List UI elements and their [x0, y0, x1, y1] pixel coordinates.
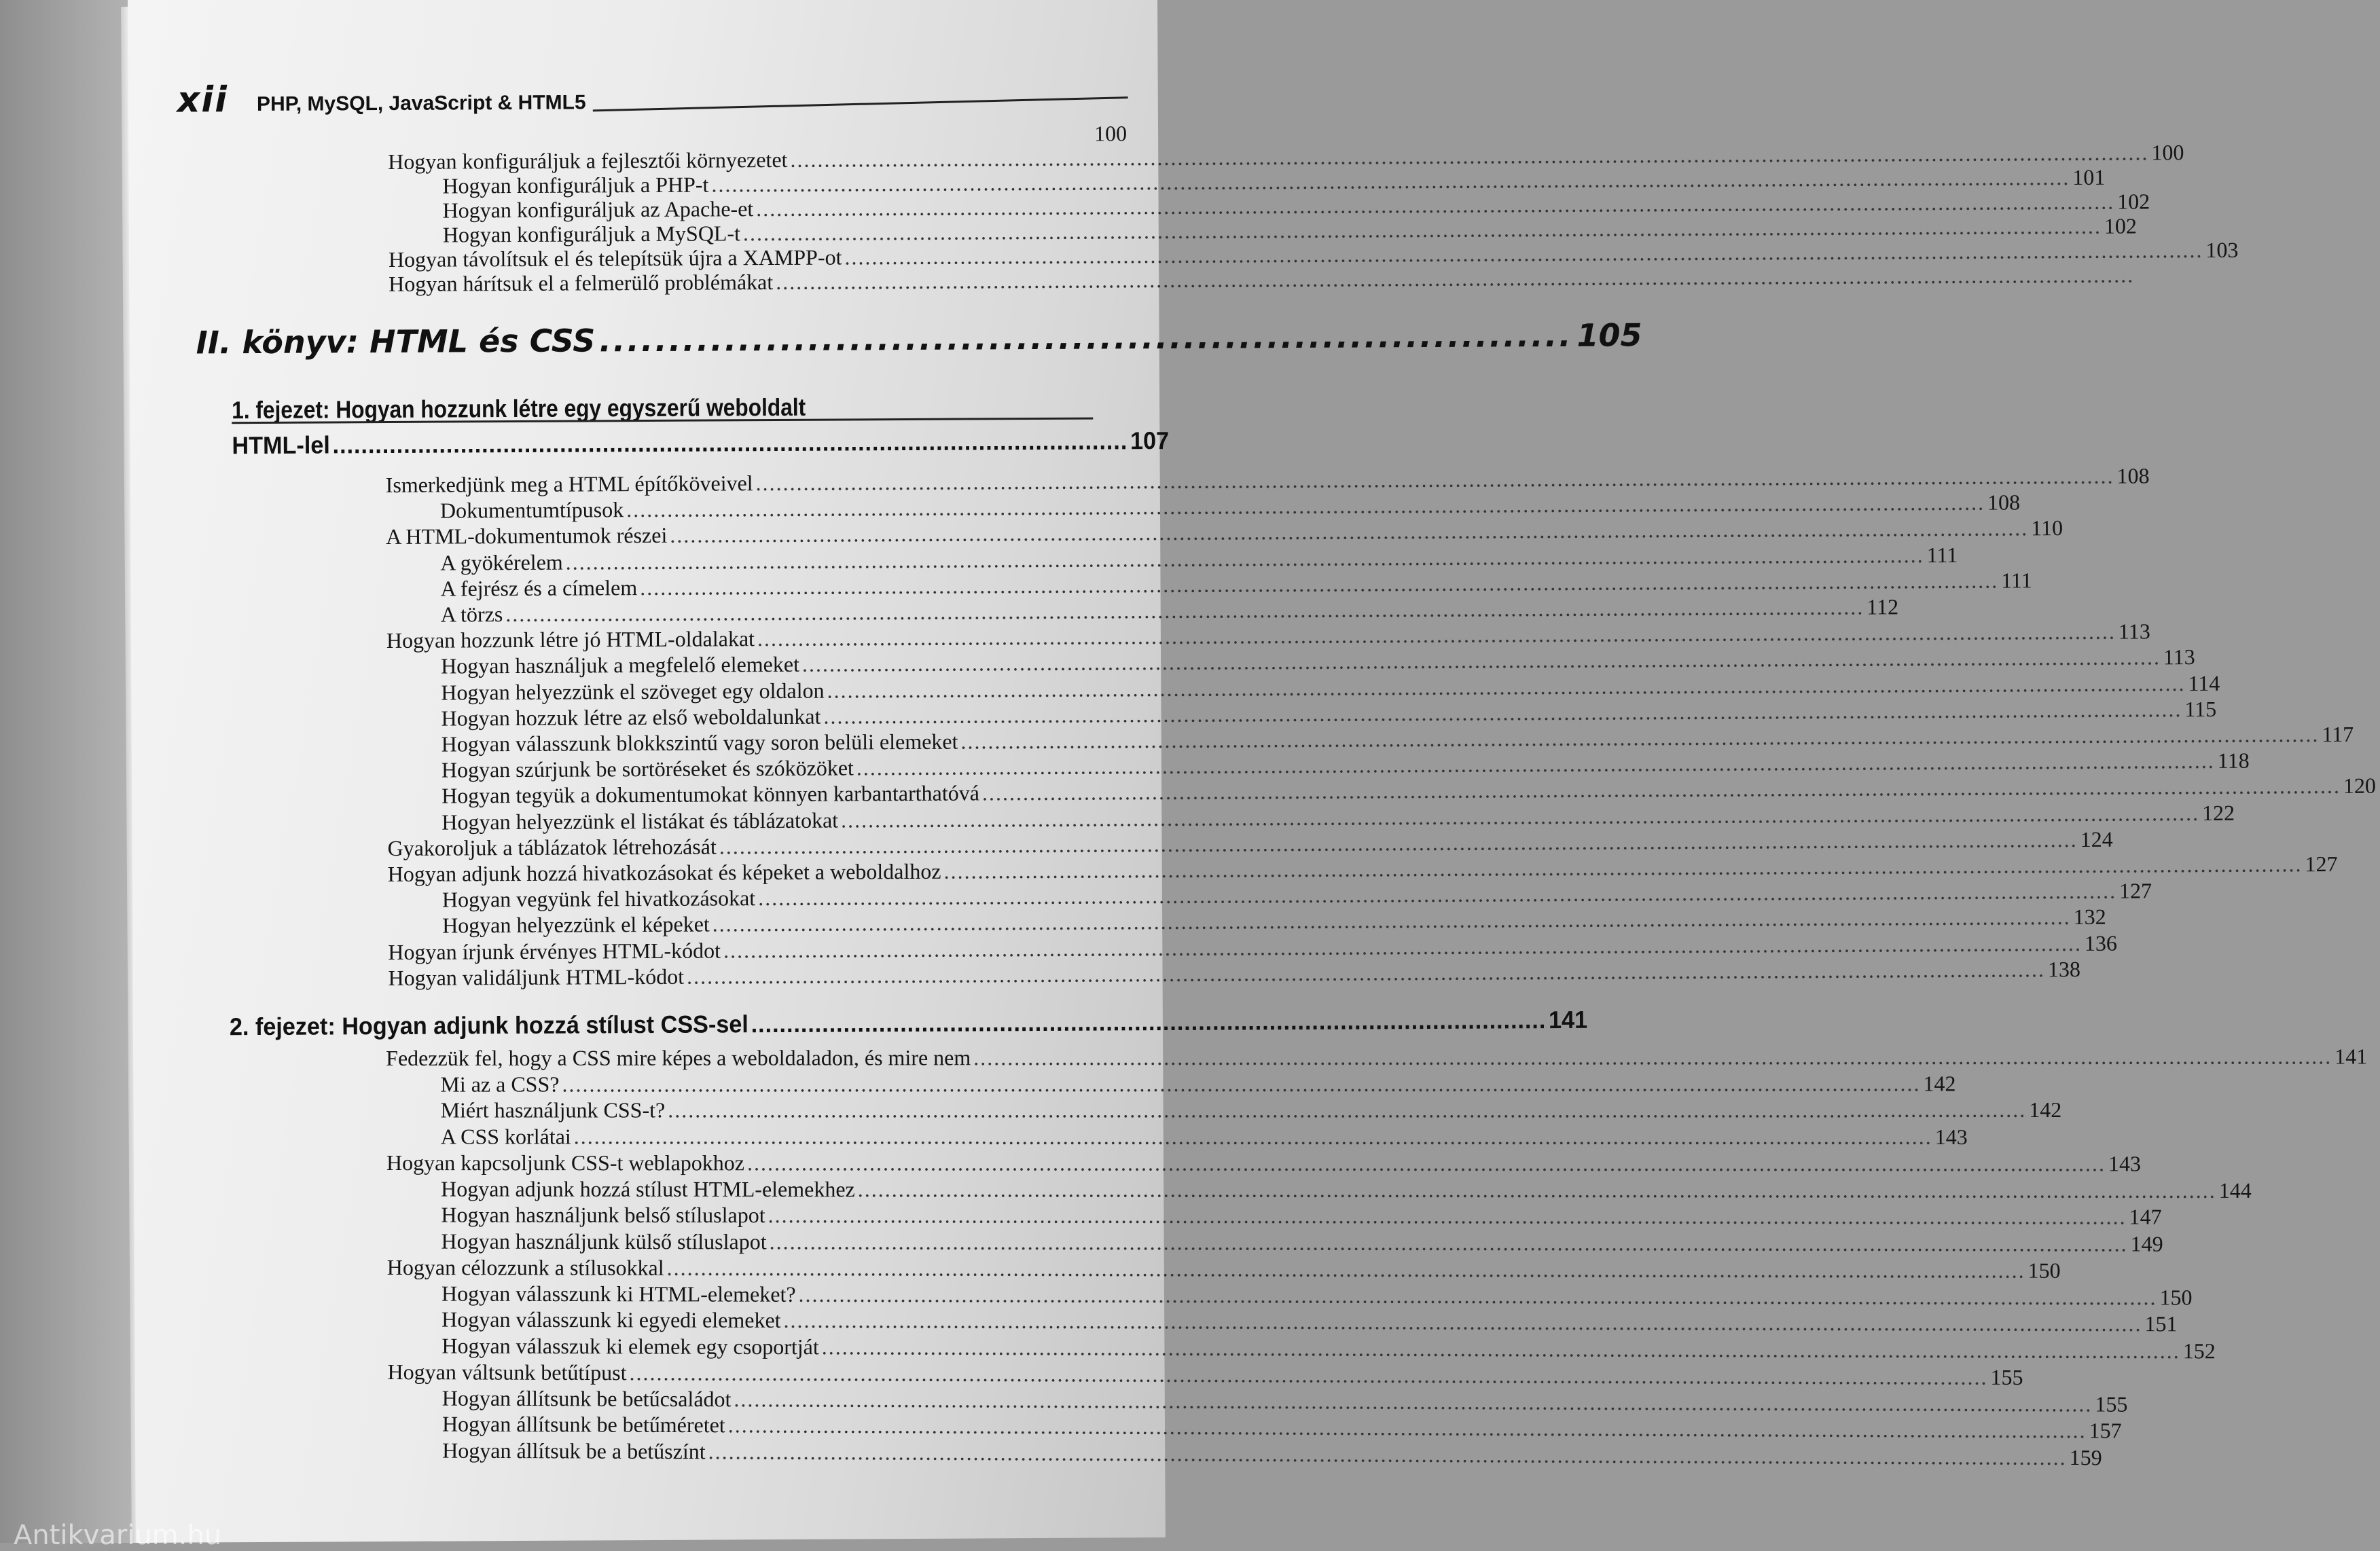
toc-leader: ........................................................................................................................................................................................................ [670, 517, 2028, 546]
toc-entry [388, 937, 1131, 963]
toc-entry-page: 124 [2080, 828, 2113, 850]
toc-entry-page: 150 [2160, 1286, 2193, 1308]
toc-entry-page: 149 [2131, 1233, 2163, 1254]
toc-entry-title: Hogyan célozzunk a stílusokkal [387, 1256, 664, 1279]
toc-leader: ........................................................................................................................................................................................................ [640, 569, 1998, 598]
toc-entry-page: 118 [2218, 750, 2250, 771]
toc-entry-page: 100 [2151, 141, 2184, 163]
toc-entry [1086, 122, 1127, 144]
toc-entry-page: 102 [2117, 190, 2150, 212]
toc-entry-title: Ismerkedjünk meg a HTML építőköveivel [386, 472, 753, 496]
background [0, 0, 136, 1543]
toc-entry [389, 269, 1128, 295]
toc-leader: ........................................................................................................................................................................................................ [822, 1336, 2180, 1362]
toc-entry-page: 143 [2108, 1152, 2141, 1174]
toc-entry-page: 155 [1990, 1366, 2023, 1388]
toc-leader: ........................................................................................................................................................................................................ [858, 1178, 2216, 1201]
toc-leader: ........................................................................................................................................................................................................ [802, 646, 2161, 675]
page-number: xii [177, 79, 229, 120]
toc-entry-title: A fejrész és a címelem [440, 577, 637, 600]
toc-leader: ........................................................................................................................................................................................................ [823, 698, 2182, 727]
toc-entry [389, 244, 1128, 270]
toc-entry-page: 144 [2219, 1179, 2252, 1201]
toc-entry-title: Hogyan állítsunk be betűcsaládot [442, 1387, 732, 1410]
toc-entry-title: Hogyan váltsunk betűtípust [388, 1361, 627, 1383]
toc-entry-page: 117 [2322, 723, 2354, 745]
toc-leader: ........................................................................................................................................................................................................ [857, 750, 2215, 778]
toc-leader: ........................................................................................................................................................................................................ [734, 1388, 2092, 1415]
toc-entry-page: 111 [1927, 543, 1958, 565]
chapter1-title-line2: HTML-lel [232, 431, 330, 460]
toc-leader: ........................................................................................................................................................................................................ [719, 828, 2078, 857]
toc-entry-title: A CSS korlátai [441, 1125, 571, 1147]
book-page [128, 0, 1166, 1543]
toc-leader: ........................................................................................................................................................................................................ [708, 1440, 2067, 1468]
toc-entry-title: Miért használjunk CSS-t? [441, 1099, 666, 1121]
toc-entry-title: Fedezzük fel, hogy a CSS mire képes a weboldaladon, és mire nem [386, 1046, 971, 1069]
toc-entry-title: Hogyan válasszunk ki egyedi elemeket [441, 1309, 780, 1331]
toc-entry-page: 103 [2205, 239, 2238, 261]
toc-entry-page: 132 [2074, 906, 2106, 928]
toc-leader: ........................................................................................................................................................................................................ [566, 544, 1924, 572]
toc-entry-title: Hogyan válasszunk blokkszintű vagy soron belüli elemeket [441, 731, 958, 755]
toc-entry-title: A törzs [441, 603, 503, 625]
toc-leader: ........................................................................................................................................................................................................ [728, 1414, 2087, 1441]
toc-entry-page: 142 [2029, 1099, 2061, 1120]
toc-entry-title: Hogyan használjuk a megfelelő elemeket [441, 653, 799, 677]
toc-entry-page: 108 [2117, 464, 2150, 486]
toc-leader: ........................................................................................................................................................................................................ [770, 1230, 2128, 1254]
toc-entry-page: 120 [2343, 775, 2376, 797]
toc-entry-page: 114 [2188, 672, 2220, 693]
toc-entry-title: Hogyan szúrjunk be sortöréseket és szóközöket [441, 757, 854, 781]
chapter2-heading [230, 1008, 1048, 1041]
toc-entry-page: 113 [2163, 646, 2195, 668]
toc-entry [441, 1099, 1132, 1120]
toc-entry [441, 1309, 1133, 1332]
toc-entry [440, 1073, 1132, 1095]
toc-leader: ........................................................................................................................................................................................................ [723, 932, 2082, 961]
toc-leader: ........................................................................................................................................................................................................ [747, 1152, 2106, 1174]
toc-leader: ........................................................................................................................................................................................................ [687, 958, 2045, 987]
chapter2-title: 2. fejezet: Hogyan adjunk hozzá stílust CSS-sel [230, 1010, 749, 1041]
toc-entry-title: Hogyan állítsunk be betűméretet [442, 1413, 725, 1436]
toc-entry [386, 1152, 1132, 1174]
toc-entry-page: 141 [2334, 1045, 2367, 1067]
toc-leader: ........................................................................................................................................................................................................ [758, 880, 2116, 909]
part-title: II. könyv: HTML és CSS [196, 322, 596, 361]
toc-leader: ........................................................................................................................................................................................................ [756, 191, 2114, 219]
book-title: PHP, MySQL, JavaScript & HTML5 [257, 91, 586, 116]
toc-entry [386, 625, 1130, 651]
toc-entry-title: Hogyan hárítsuk el a felmerülő problémákat [389, 271, 773, 295]
toc-entry [440, 574, 1129, 599]
toc-entry [386, 522, 1129, 548]
toc-entry-page: 115 [2184, 698, 2216, 720]
toc-leader: ........................................................................................................................................................................................................ [711, 166, 2070, 195]
toc-entry [442, 1439, 1134, 1463]
toc-leader: ........................................................................................................................................................................................................ [827, 672, 2186, 701]
toc-entry [441, 1125, 1132, 1147]
toc-entry [441, 807, 1130, 833]
toc-entry [443, 220, 1128, 245]
toc-entry [388, 963, 1131, 989]
toc-entry [388, 859, 1131, 885]
toc-entry-title: Hogyan használjunk belső stíluslapot [441, 1204, 765, 1226]
running-head [177, 75, 1128, 120]
toc-entry-page: 157 [2089, 1419, 2122, 1441]
toc-entry [386, 1046, 1132, 1069]
toc-entry [441, 1230, 1133, 1253]
toc-entry-page: 127 [2305, 853, 2337, 875]
header-rule [593, 96, 1128, 111]
toc-entry-page: 138 [2048, 958, 2080, 980]
toc-entry [388, 1361, 1134, 1385]
toc-entry [442, 171, 1127, 196]
toc-leader: ........................................................................................................................................................................................................ [757, 621, 2116, 649]
toc-leader: ........................................................................................................................................................................................................ [629, 1362, 1987, 1388]
toc-entry [442, 911, 1131, 936]
toc-entry [387, 1256, 1133, 1279]
toc-entry [441, 652, 1130, 677]
part-leader: ...................................................................... [599, 317, 1572, 359]
toc-leader: ........................................................................................................................................................................................................ [562, 1072, 1920, 1095]
toc-leader: ........................................................................................................................................................................................................ [973, 1046, 2332, 1069]
chapter1-page: 107 [1130, 426, 1169, 455]
toc-entry-page: 101 [2072, 166, 2105, 188]
toc-leader: ........................................................................................................................................................................................................ [776, 264, 2134, 293]
toc-entry [441, 1334, 1133, 1358]
toc-entry-title: Hogyan távolítsuk el és telepítsük újra a XAMPP-ot [389, 246, 842, 270]
toc-entry-page: 111 [2001, 569, 2032, 591]
toc-entry [441, 755, 1130, 780]
toc-entry-title: Hogyan helyezzünk el listákat és táblázatokat [441, 809, 838, 833]
part-heading [196, 319, 1127, 361]
toc-leader: ........................................................................................................................................................................................................ [713, 906, 2071, 934]
toc-entry-page: 143 [1935, 1125, 1968, 1147]
toc-entry [387, 833, 1130, 859]
part-page: 105 [1576, 316, 1642, 354]
toc-entry-title: Hogyan konfiguráljuk a fejlesztői környezetet [388, 149, 787, 172]
toc-entry-title: Hogyan konfiguráljuk az Apache-et [443, 198, 754, 221]
toc-entry-title: Hogyan válasszunk ki HTML-elemeket? [441, 1282, 796, 1304]
toc-entry-title: Hogyan használjunk külső stíluslapot [441, 1230, 767, 1252]
toc-entry-page: 142 [1923, 1072, 1955, 1094]
watermark: Antikvarium.hu [14, 1520, 221, 1551]
toc-entry-page: 112 [1867, 596, 1898, 617]
toc-entry [442, 1413, 1134, 1438]
toc-entry [441, 600, 1130, 625]
toc-entry-title: Hogyan tegyük a dokumentumokat könnyen karbantarthatóvá [441, 782, 979, 807]
toc-leader: ........................................................................................................................................................................................................ [844, 239, 2203, 268]
toc-leader: ........................................................................................................................................................................................................ [667, 1257, 2025, 1281]
toc-entry [441, 1282, 1133, 1305]
toc-leader: ........................................................................................................................................................................................................ [505, 596, 1864, 625]
toc-entry [441, 1178, 1132, 1200]
toc-entry-title: A gyökérelem [440, 551, 563, 573]
toc-entry-title: Hogyan validáljunk HTML-kódot [388, 966, 684, 989]
toc-entry-page: 150 [2028, 1260, 2061, 1281]
toc-entry [442, 1387, 1134, 1411]
toc-entry-page: 152 [2183, 1340, 2216, 1362]
chapter2-page: 141 [1549, 1006, 1587, 1034]
toc-entry-page: 147 [2129, 1206, 2162, 1228]
toc-entry-title: A HTML-dokumentumok részei [386, 524, 667, 547]
toc-entry-title: Dokumentumtípusok [440, 498, 624, 521]
toc-entry-page: 100 [1094, 122, 1127, 144]
toc-entry [441, 729, 1130, 754]
toc-entry [388, 147, 1127, 172]
toc-entry-title: Mi az a CSS? [440, 1073, 559, 1095]
toc-entry-page: 151 [2145, 1313, 2178, 1334]
toc-entry-page: 127 [2119, 880, 2152, 902]
toc-entry [443, 196, 1128, 221]
toc-entry [440, 548, 1129, 573]
toc-entry [441, 704, 1130, 729]
chapter2-leader: ................................................................................................................ [751, 1006, 1547, 1038]
toc-leader: ........................................................................................................................................................................................................ [784, 1309, 2142, 1334]
toc-leader: ........................................................................................................................................................................................................ [982, 775, 2341, 803]
toc-entry [441, 1204, 1132, 1226]
toc-leader: ........................................................................................................................................................................................................ [668, 1099, 2026, 1120]
toc-entry-title: Hogyan adjunk hozzá hivatkozásokat és képeket a weboldalhoz [388, 860, 941, 885]
toc-entry-title: Hogyan hozzunk létre jó HTML-oldalakat [386, 627, 755, 651]
toc-leader: ........................................................................................................................................................................................................ [790, 141, 2148, 170]
toc-leader: ........................................................................................................................................................................................................ [743, 215, 2102, 244]
toc-entry-title: Hogyan adjunk hozzá stílust HTML-elemekhez [441, 1178, 855, 1200]
toc-entry [441, 678, 1130, 703]
toc-entry-title: Hogyan hozzuk létre az első weboldalunkat [441, 705, 821, 729]
toc-entry-title: Hogyan helyezzünk el szöveget egy oldalon [441, 679, 824, 703]
toc-entry-title: Hogyan írjunk érvényes HTML-kódot [388, 939, 721, 963]
toc-leader: ........................................................................................................................................................................................................ [574, 1125, 1932, 1147]
toc-entry-page: 108 [1987, 492, 2020, 513]
toc-leader: ........................................................................................................................................................................................................ [626, 492, 1985, 520]
toc-entry-page: 113 [2118, 621, 2150, 642]
toc-entry-page: 136 [2085, 932, 2117, 953]
toc-entry-page: 122 [2202, 801, 2235, 823]
toc-entry [441, 782, 1130, 807]
toc-entry-page: 110 [2031, 517, 2063, 539]
toc-entry-title: Hogyan vegyünk fel hivatkozásokat [442, 887, 755, 910]
toc-entry [386, 470, 1129, 496]
toc-leader: ........................................................................................................................................................................................................ [943, 853, 2302, 881]
toc-entry-title: Hogyan konfiguráljuk a PHP-t [442, 174, 708, 197]
toc-entry-title: Hogyan állítsuk be a betűszínt [442, 1439, 706, 1462]
toc-entry [440, 496, 1129, 521]
toc-leader: ........................................................................................................................................................................................................ [768, 1204, 2127, 1227]
toc-entry-page: 102 [2104, 215, 2137, 237]
toc-leader: ........................................................................................................................................................................................................ [841, 802, 2199, 831]
toc-entry-title: Hogyan helyezzünk el képeket [442, 913, 710, 936]
toc-entry-page: 159 [2070, 1446, 2102, 1468]
toc-entry-title: Hogyan konfiguráljuk a MySQL-t [443, 222, 740, 245]
toc-entry-page: 155 [2095, 1393, 2127, 1415]
toc-entry-title: Gyakoroljuk a táblázatok létrehozását [387, 835, 716, 859]
toc-entry-title: Hogyan válasszuk ki elemek egy csoportját [441, 1334, 818, 1357]
toc-leader: ........................................................................................................................................................................................................ [799, 1283, 2157, 1308]
chapter1-heading-line2 [232, 427, 1026, 460]
chapter1-title-line1: 1. fejezet: Hogyan hozzunk létre egy egyszerű weboldalt [232, 393, 806, 425]
chapter1-leader: ................................................................................................................ [333, 426, 1128, 459]
toc-leader: ........................................................................................................................................................................................................ [960, 723, 2319, 752]
toc-leader: ........................................................................................................................................................................................................ [756, 465, 2114, 494]
toc-entry [442, 885, 1131, 910]
toc-entry-title: Hogyan kapcsoljunk CSS-t weblapokhoz [386, 1152, 744, 1173]
